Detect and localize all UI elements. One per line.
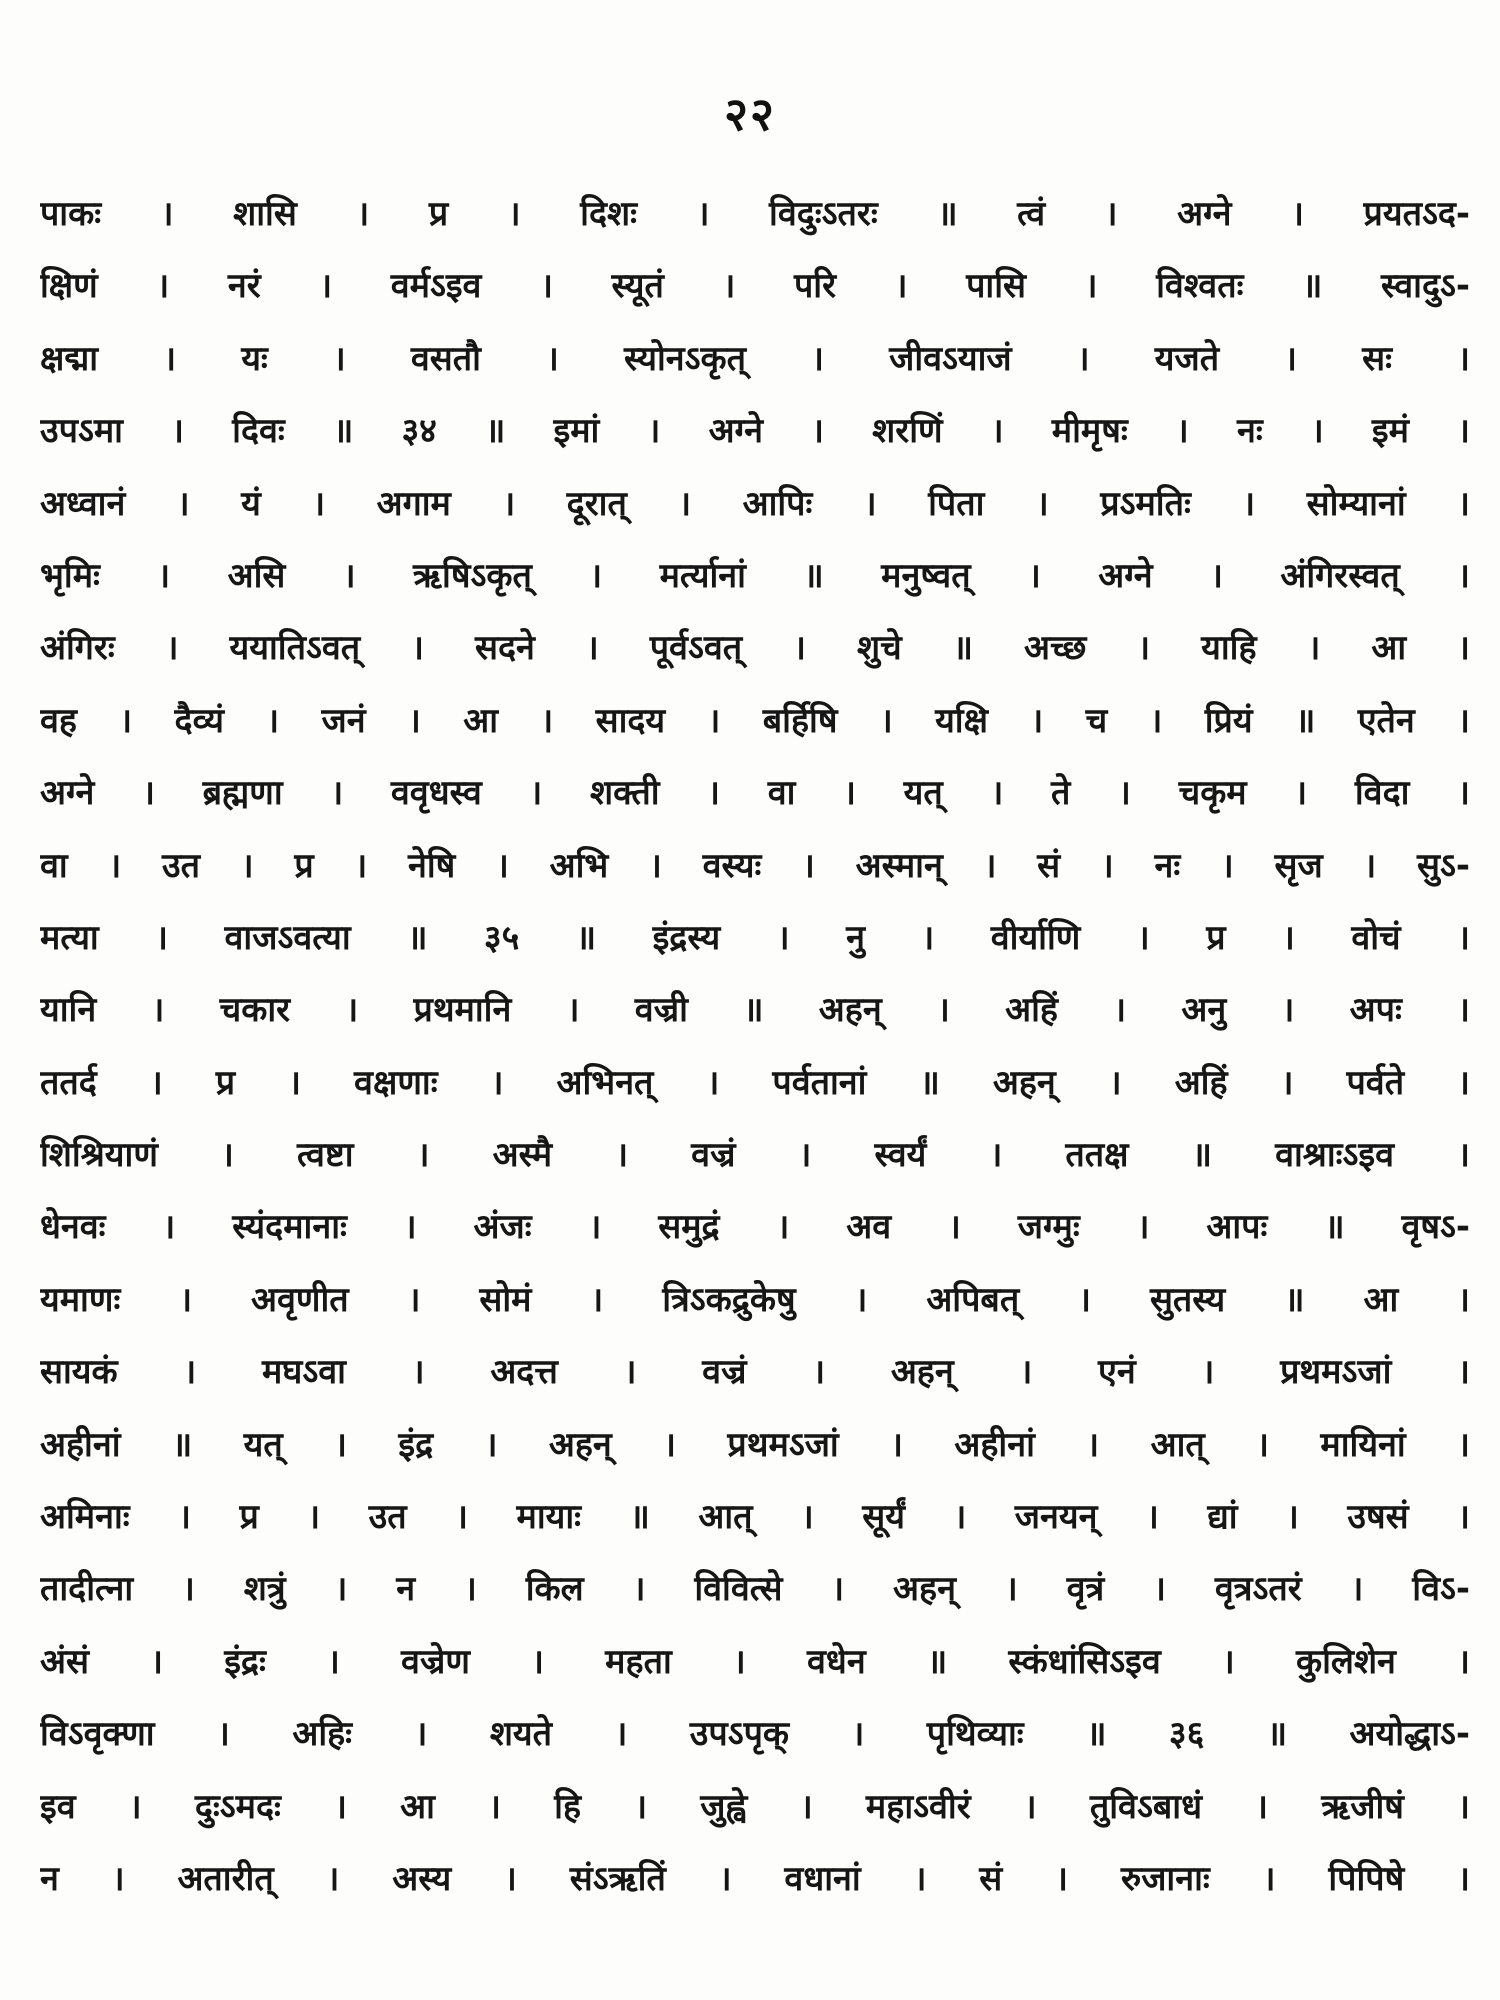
text-line: अमिनाः । प्र । उत । मायाः ॥ आत् । सूर्यं । जनयन् । द्यां । उषसं । xyxy=(40,1497,1470,1538)
text-line: पाकः । शासि । प्र । दिशः । विदुःऽतरः ॥ त्वं । अग्ने । प्रयतऽद- xyxy=(40,194,1470,234)
text-line: अग्ने । ब्रह्मणा । ववृधस्व । शक्ती । वा । यत् । ते । चकृम । विदा । xyxy=(40,773,1470,814)
text-line: अंगिरः । ययातिऽवत् । सदने । पूर्वऽवत् । शुचे ॥ अच्छ । याहि । आ । xyxy=(40,628,1470,669)
text-line: क्षिणं । नरं । वर्मऽइव । स्यूतं । परि । पासि । विश्वतः ॥ स्वादुऽ- xyxy=(40,266,1470,307)
text-line: विऽवृक्णा । अहिः । शयते । उपऽपृक् । पृथिव्याः ॥ ३६ ॥ अयोद्धाऽ- xyxy=(40,1714,1470,1755)
text-line: ततर्द । प्र । वक्षणाः । अभिनत् । पर्वतानां ॥ अहन् । अहिं । पर्वते । xyxy=(40,1062,1470,1103)
text-line: क्षद्मा । यः । वसतौ । स्योनऽकृत् । जीवऽयाजं । यजते । सः । xyxy=(40,338,1470,379)
text-line: इव । दुःऽमदः । आ । हि । जुह्वे । महाऽवीरं । तुविऽबाधं । ऋजीषं । xyxy=(40,1786,1470,1827)
text-line: तादीत्ना । शत्रुं । न । किल । विवित्से । अहन् । वृत्रं । वृत्रऽतरं । विऽ- xyxy=(40,1569,1470,1610)
text-block xyxy=(40,178,1470,1915)
page-number: २२ xyxy=(724,87,776,141)
text-line: शिश्रियाणं । त्वष्टा । अस्मै । वज्रं । स्वर्यं । ततक्ष ॥ वाश्राःऽइव । xyxy=(40,1135,1470,1176)
text-line: यानि । चकार । प्रथमानि । वज्री ॥ अहन् । अहिं । अनु । अपः । xyxy=(40,990,1470,1031)
text-line: उपऽमा । दिवः ॥ ३४ ॥ इमां । अग्ने । शरणिं । मीमृषः । नः । इमं । xyxy=(40,411,1470,452)
text-line: भृमिः । असि । ऋषिऽकृत् । मर्त्यानां ॥ मनुष्वत् । अग्ने । अंगिरस्वत् । xyxy=(40,555,1470,596)
text-line: धेनवः । स्यंदमानाः । अंजः । समुद्रं । अव । जग्मुः । आपः ॥ वृषऽ- xyxy=(40,1207,1470,1248)
text-line: अहीनां ॥ यत् । इंद्र । अहन् । प्रथमऽजां । अहीनां । आत् । मायिनां । xyxy=(40,1424,1470,1465)
text-line: वह । दैव्यं । जनं । आ । सादय । बर्हिषि । यक्षि । च । प्रियं ॥ एतेन । xyxy=(40,700,1470,741)
text-line: वा । उत । प्र । नेषि । अभि । वस्यः । अस्मान् । सं । नः । सृज । सुऽ- xyxy=(40,845,1470,886)
text-line: सायकं । मघऽवा । अदत्त । वज्रं । अहन् । एनं । प्रथमऽजां । xyxy=(40,1352,1470,1393)
text-line: यमाणः । अवृणीत । सोमं । त्रिऽकद्रुकेषु । अपिबत् । सुतस्य ॥ आ । xyxy=(40,1279,1470,1320)
text-line: मत्या । वाजऽवत्या ॥ ३५ ॥ इंद्रस्य । नु । वीर्याणि । प्र । वोचं । xyxy=(40,917,1470,958)
text-line: अंसं । इंद्रः । वज्रेण । महता । वधेन ॥ स्कंधांसिऽइव । कुलिशेन । xyxy=(40,1641,1470,1682)
text-line: न । अतारीत् । अस्य । संऽऋतिं । वधानां । सं । रुजानाः । पिपिषे । xyxy=(40,1858,1470,1899)
text-line: अध्वानं । यं । अगाम । दूरात् । आपिः । पिता । प्रऽमतिः । सोम्यानां । xyxy=(40,483,1470,524)
